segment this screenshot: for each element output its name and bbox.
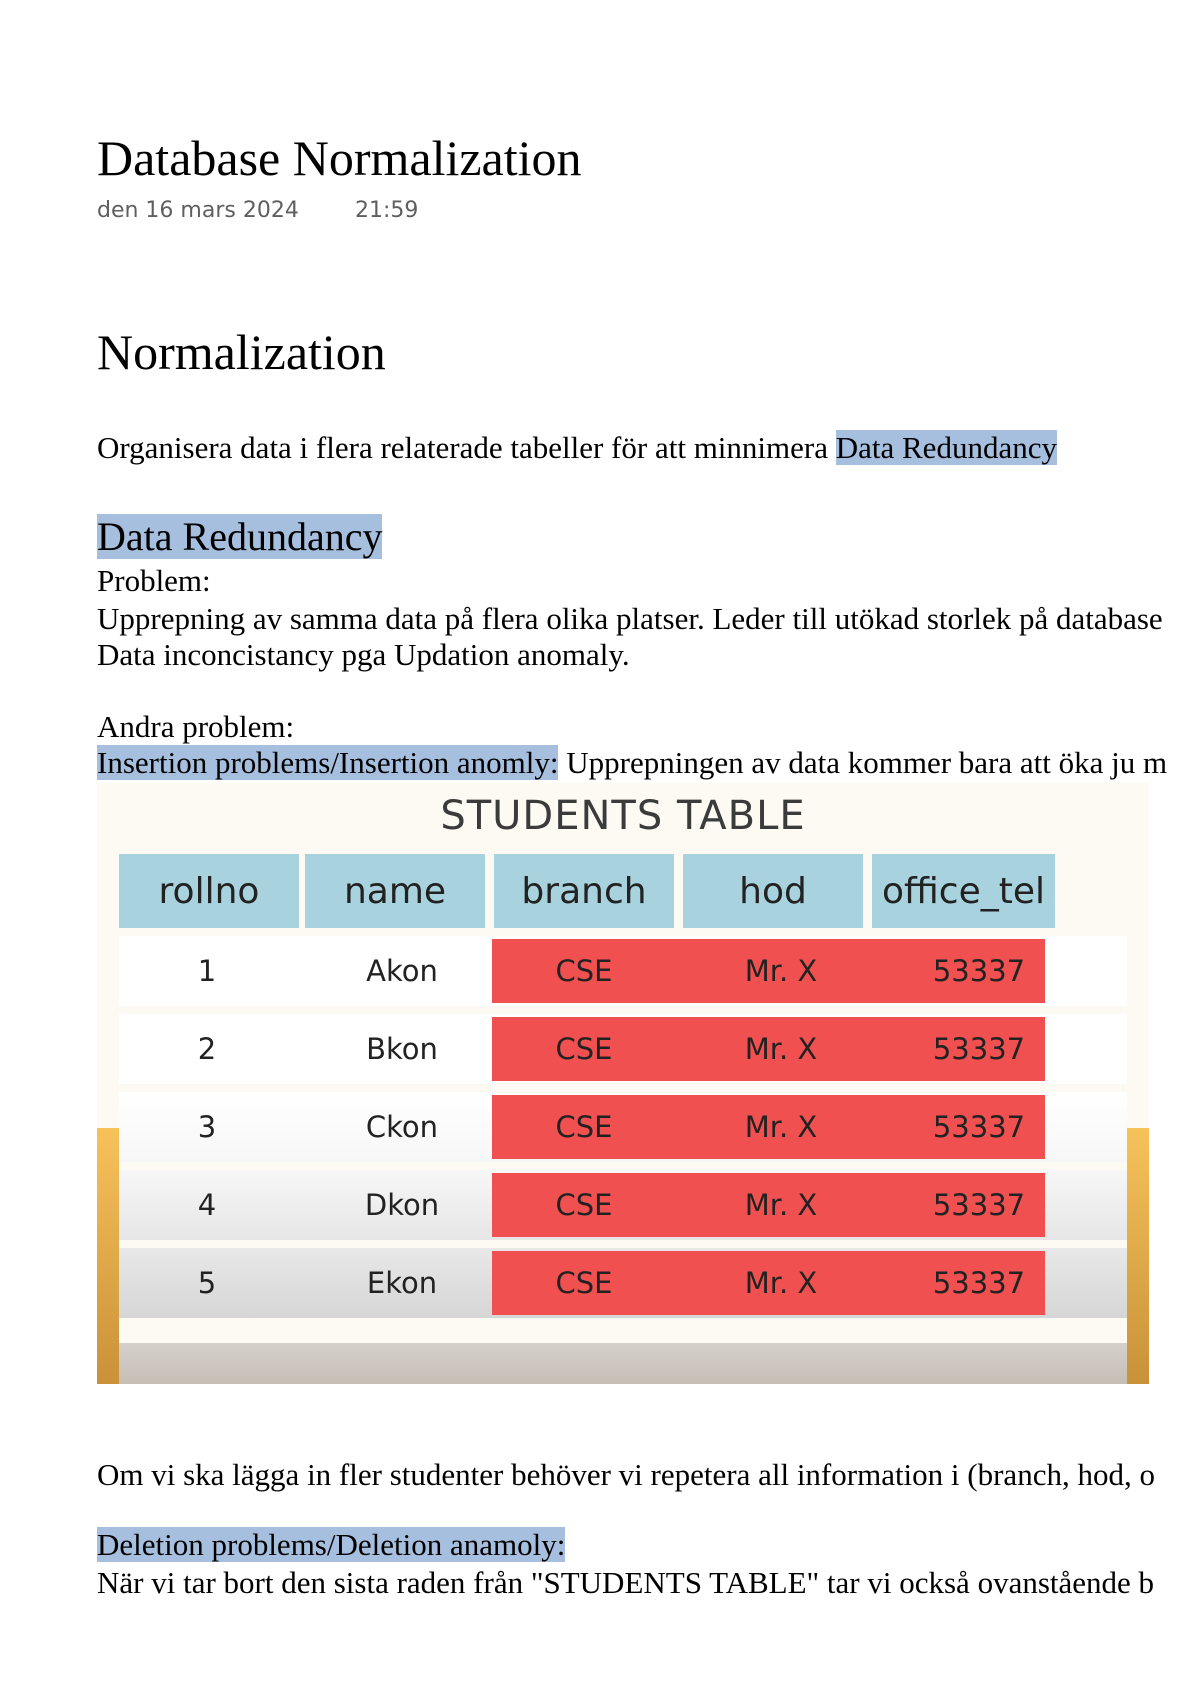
cell-hod: Mr. X bbox=[744, 954, 818, 988]
figure-side-bar-left bbox=[97, 1128, 119, 1384]
deletion-highlight: Deletion problems/Deletion anamoly: bbox=[97, 1527, 566, 1562]
cell-name: Akon bbox=[366, 954, 438, 988]
cell-rollno: 2 bbox=[197, 1032, 217, 1066]
cell-rollno: 3 bbox=[197, 1110, 217, 1144]
intro-highlight: Data Redundancy bbox=[835, 430, 1057, 465]
table-row bbox=[119, 1092, 1127, 1162]
cell-branch: CSE bbox=[555, 1188, 613, 1222]
deletion-paragraph bbox=[97, 1527, 565, 1563]
other-problems-label: Andra problem: bbox=[97, 709, 295, 744]
insertion-paragraph bbox=[97, 745, 1167, 781]
page-time: 21:59 bbox=[355, 198, 419, 223]
cell-office-tel: 53337 bbox=[932, 1188, 1026, 1222]
table-row bbox=[119, 1014, 1127, 1084]
insertion-text: Upprepningen av data kommer bara att öka ju m bbox=[558, 745, 1168, 780]
cell-office-tel: 53337 bbox=[932, 954, 1026, 988]
deletion-cut-line: När vi tar bort den sista raden från "STUDENTS TABLE" tar vi också ovanstående b bbox=[97, 1565, 1155, 1600]
insertion-highlight: Insertion problems/Insertion anomly: bbox=[97, 745, 559, 780]
problem-label: Problem: bbox=[97, 563, 211, 598]
cell-office-tel: 53337 bbox=[932, 1110, 1026, 1144]
cell-name: Bkon bbox=[366, 1032, 438, 1066]
table-bottom-band bbox=[119, 1343, 1127, 1384]
cell-rollno: 1 bbox=[197, 954, 217, 988]
after-table-paragraph: Om vi ska lägga in fler studenter behöver vi repetera all information i (branch, hod, o bbox=[97, 1457, 1155, 1492]
column-header-name: name bbox=[305, 854, 485, 928]
cell-hod: Mr. X bbox=[744, 1266, 818, 1300]
cell-name: Ekon bbox=[366, 1266, 438, 1300]
problem-line-2: Data inconcistancy pga Updation anomaly. bbox=[97, 637, 630, 672]
problem-line-1: Upprepning av samma data på flera olika platser. Leder till utökad storlek på database bbox=[97, 601, 1163, 636]
figure-side-bar-right bbox=[1127, 1128, 1149, 1384]
column-header-hod: hod bbox=[683, 854, 863, 928]
table-row bbox=[119, 1248, 1127, 1318]
cell-hod: Mr. X bbox=[744, 1188, 818, 1222]
cell-branch: CSE bbox=[555, 1266, 613, 1300]
table-row bbox=[119, 936, 1127, 1006]
cell-rollno: 5 bbox=[197, 1266, 217, 1300]
cell-name: Ckon bbox=[365, 1110, 439, 1144]
cell-office-tel: 53337 bbox=[932, 1266, 1026, 1300]
students-table-title: STUDENTS TABLE bbox=[440, 793, 806, 839]
column-header-rollno: rollno bbox=[119, 854, 299, 928]
data-redundancy-heading bbox=[97, 513, 382, 561]
table-row bbox=[119, 1170, 1127, 1240]
cell-branch: CSE bbox=[555, 1032, 613, 1066]
section-heading: Normalization bbox=[97, 324, 386, 380]
cell-branch: CSE bbox=[555, 954, 613, 988]
column-header-office-tel: office_tel bbox=[872, 854, 1055, 928]
page-date: den 16 mars 2024 bbox=[97, 198, 299, 223]
cell-branch: CSE bbox=[555, 1110, 613, 1144]
cell-name: Dkon bbox=[364, 1188, 440, 1222]
intro-text: Organisera data i flera relaterade tabeller för att minnimera bbox=[97, 430, 836, 465]
students-table-image bbox=[97, 783, 1149, 1384]
cell-rollno: 4 bbox=[197, 1188, 217, 1222]
column-header-branch: branch bbox=[494, 854, 674, 928]
cell-hod: Mr. X bbox=[744, 1110, 818, 1144]
intro-paragraph bbox=[97, 430, 1057, 466]
cell-hod: Mr. X bbox=[744, 1032, 818, 1066]
data-redundancy-heading-text: Data Redundancy bbox=[97, 514, 383, 559]
page-title: Database Normalization bbox=[97, 130, 582, 186]
cell-office-tel: 53337 bbox=[932, 1032, 1026, 1066]
